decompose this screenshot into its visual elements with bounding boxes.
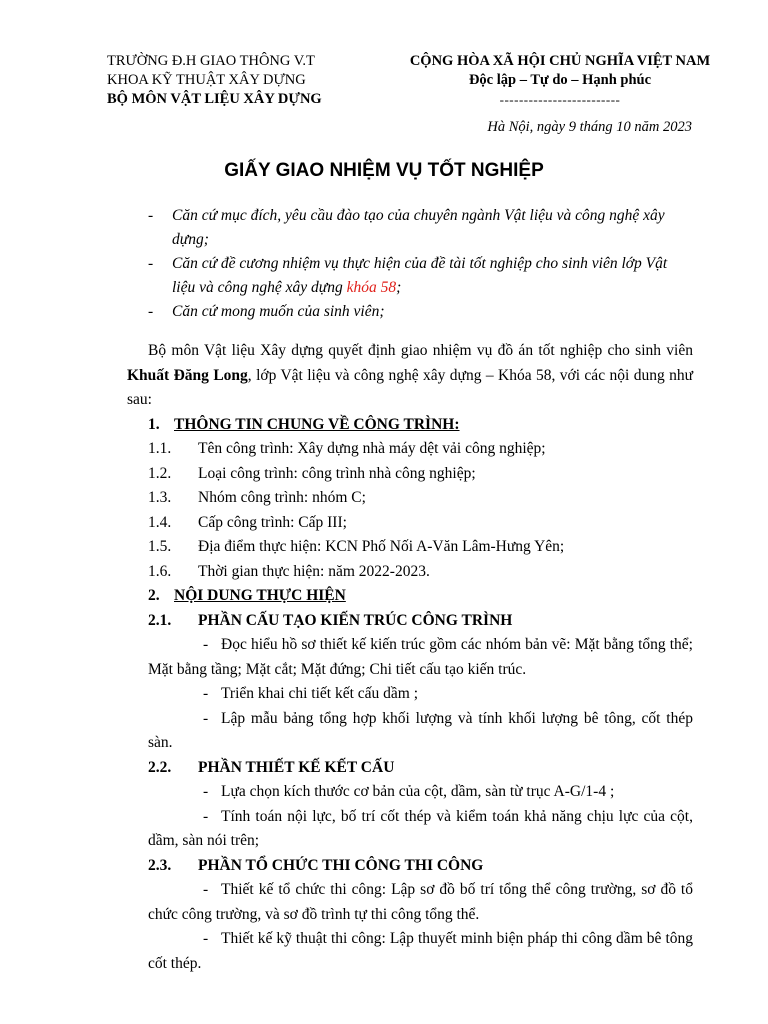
subsection-heading — [148, 854, 693, 879]
item-number: 1.5. — [148, 538, 172, 555]
bullet: - — [203, 636, 209, 653]
basis-text: Căn cứ mục đích, yêu cầu đào tạo của chuyên ngành Vật liệu và công nghệ xây dựng; — [172, 207, 665, 248]
student-name: Khuất Đăng Long — [127, 366, 248, 384]
item-number: 1.4. — [148, 513, 172, 531]
item-number: 1.3. — [148, 489, 172, 506]
subsection-label: PHẦN THIẾT KẾ KẾT CẤU — [198, 758, 395, 776]
task-text: Đọc hiểu hồ sơ thiết kế kiến trúc gồm các nhóm bản vẽ: Mặt bằng tổng thể; Mặt bằng tầng; Mặt cắt; Mặt đứng; Chi tiết cấu tạo kiến trúc. — [148, 636, 693, 678]
bullet: - — [203, 685, 209, 702]
item-number: 1.6. — [148, 562, 172, 580]
task-item — [148, 682, 693, 707]
intro-paragraph — [127, 339, 693, 413]
national-motto-block — [392, 52, 728, 109]
task-text: Tính toán nội lực, bố trí cốt thép và kiểm toán khả năng chịu lực của cột, dầm, sàn nói trên; — [148, 807, 693, 849]
list-item — [148, 462, 693, 487]
basis-item — [148, 252, 693, 300]
basis-text — [172, 252, 693, 300]
subsection-label: PHẦN CẤU TẠO KIẾN TRÚC CÔNG TRÌNH — [198, 611, 513, 629]
list-item — [148, 511, 693, 536]
bullet: - — [203, 783, 209, 800]
task-text: Lựa chọn kích thước cơ bản của cột, dầm, sàn từ trục A-G/1-4 ; — [221, 783, 615, 800]
subsection-number: 2.3. — [148, 856, 172, 874]
issuer-block — [107, 52, 322, 109]
item-text: Tên công trình: Xây dựng nhà máy dệt vải công nghiệp; — [198, 440, 546, 457]
intro-text: Bộ môn Vật liệu Xây dựng quyết định giao nhiệm vụ đồ án tốt nghiệp cho sinh viên — [148, 342, 693, 359]
basis-text: Căn cứ mong muốn của sinh viên; — [172, 303, 385, 320]
bullet: - — [148, 207, 154, 224]
issuer-department: BỘ MÔN VẬT LIỆU XÂY DỰNG — [107, 91, 322, 107]
task-item — [148, 878, 693, 927]
section-heading — [148, 413, 693, 438]
bullet: - — [203, 881, 209, 898]
task-text: Lập mẫu bảng tổng hợp khối lượng và tính khối lượng bê tông, cốt thép sàn. — [148, 709, 693, 751]
section-label: NỘI DUNG THỰC HIỆN — [174, 587, 346, 604]
legal-basis-list — [148, 204, 693, 324]
document-body — [127, 339, 693, 976]
section-number: 1. — [148, 415, 160, 433]
bullet: - — [148, 303, 154, 320]
motto-divider: ------------------------- — [499, 92, 621, 107]
task-item — [148, 780, 693, 805]
basis-text-part: ; — [396, 279, 402, 296]
bullet: - — [203, 930, 209, 947]
item-number: 1.2. — [148, 464, 172, 482]
subsection-heading — [148, 609, 693, 634]
section-heading — [148, 584, 693, 609]
subsection-number: 2.2. — [148, 758, 172, 776]
list-item — [148, 437, 693, 462]
bullet: - — [203, 807, 209, 825]
basis-item — [148, 204, 693, 252]
section-number: 2. — [148, 587, 160, 604]
item-number: 1.1. — [148, 440, 172, 457]
task-text: Triển khai chi tiết kết cấu dầm ; — [221, 685, 419, 702]
task-text: Thiết kế tổ chức thi công: Lập sơ đồ bố trí tổng thể công trường, sơ đồ tổ chức công trường, và sơ đồ trình tự thi công tổng thể. — [148, 881, 693, 923]
list-item — [148, 535, 693, 560]
list-item — [148, 560, 693, 585]
document-date: Hà Nội, ngày 9 tháng 10 năm 2023 — [487, 119, 692, 135]
issuer-faculty: KHOA KỸ THUẬT XÂY DỰNG — [107, 72, 306, 88]
motto: Độc lập – Tự do – Hạnh phúc — [468, 72, 652, 88]
section-label: THÔNG TIN CHUNG VỀ CÔNG TRÌNH: — [174, 415, 460, 433]
issuer-university: TRƯỜNG Đ.H GIAO THÔNG V.T — [107, 53, 315, 69]
item-text: Loại công trình: công trình nhà công nghiệp; — [198, 464, 476, 482]
cohort-highlight: khóa 58 — [346, 279, 397, 296]
subsection-label: PHẦN TỔ CHỨC THI CÔNG THI CÔNG — [198, 856, 484, 874]
task-item — [148, 633, 693, 682]
task-item — [148, 927, 693, 976]
task-item — [148, 707, 693, 756]
task-text: Thiết kế kỹ thuật thi công: Lập thuyết minh biện pháp thi công dầm bê tông cốt thép. — [148, 930, 693, 972]
list-item — [148, 486, 693, 511]
bullet: - — [203, 709, 209, 727]
task-item — [148, 805, 693, 854]
intro-text: , lớp Vật liệu và công nghệ xây dựng – Khóa 58, với các nội dung như sau: — [127, 366, 693, 408]
item-text: Cấp công trình: Cấp III; — [198, 513, 347, 531]
item-text: Địa điểm thực hiện: KCN Phố Nối A-Văn Lâm-Hưng Yên; — [198, 538, 565, 555]
basis-item — [148, 300, 693, 324]
item-text: Thời gian thực hiện: năm 2022-2023. — [198, 562, 430, 580]
country-name: CỘNG HÒA XÃ HỘI CHỦ NGHĨA VIỆT NAM — [409, 53, 711, 69]
document-title: GIẤY GIAO NHIỆM VỤ TỐT NGHIỆP — [224, 160, 544, 181]
subsection-number: 2.1. — [148, 611, 172, 629]
bullet: - — [148, 255, 154, 272]
subsection-heading — [148, 756, 693, 781]
item-text: Nhóm công trình: nhóm C; — [198, 489, 366, 506]
basis-text-part: Căn cứ đề cương nhiệm vụ thực hiện của đề tài tốt nghiệp cho sinh viên lớp Vật liệu và công nghệ xây dựng — [172, 255, 668, 296]
